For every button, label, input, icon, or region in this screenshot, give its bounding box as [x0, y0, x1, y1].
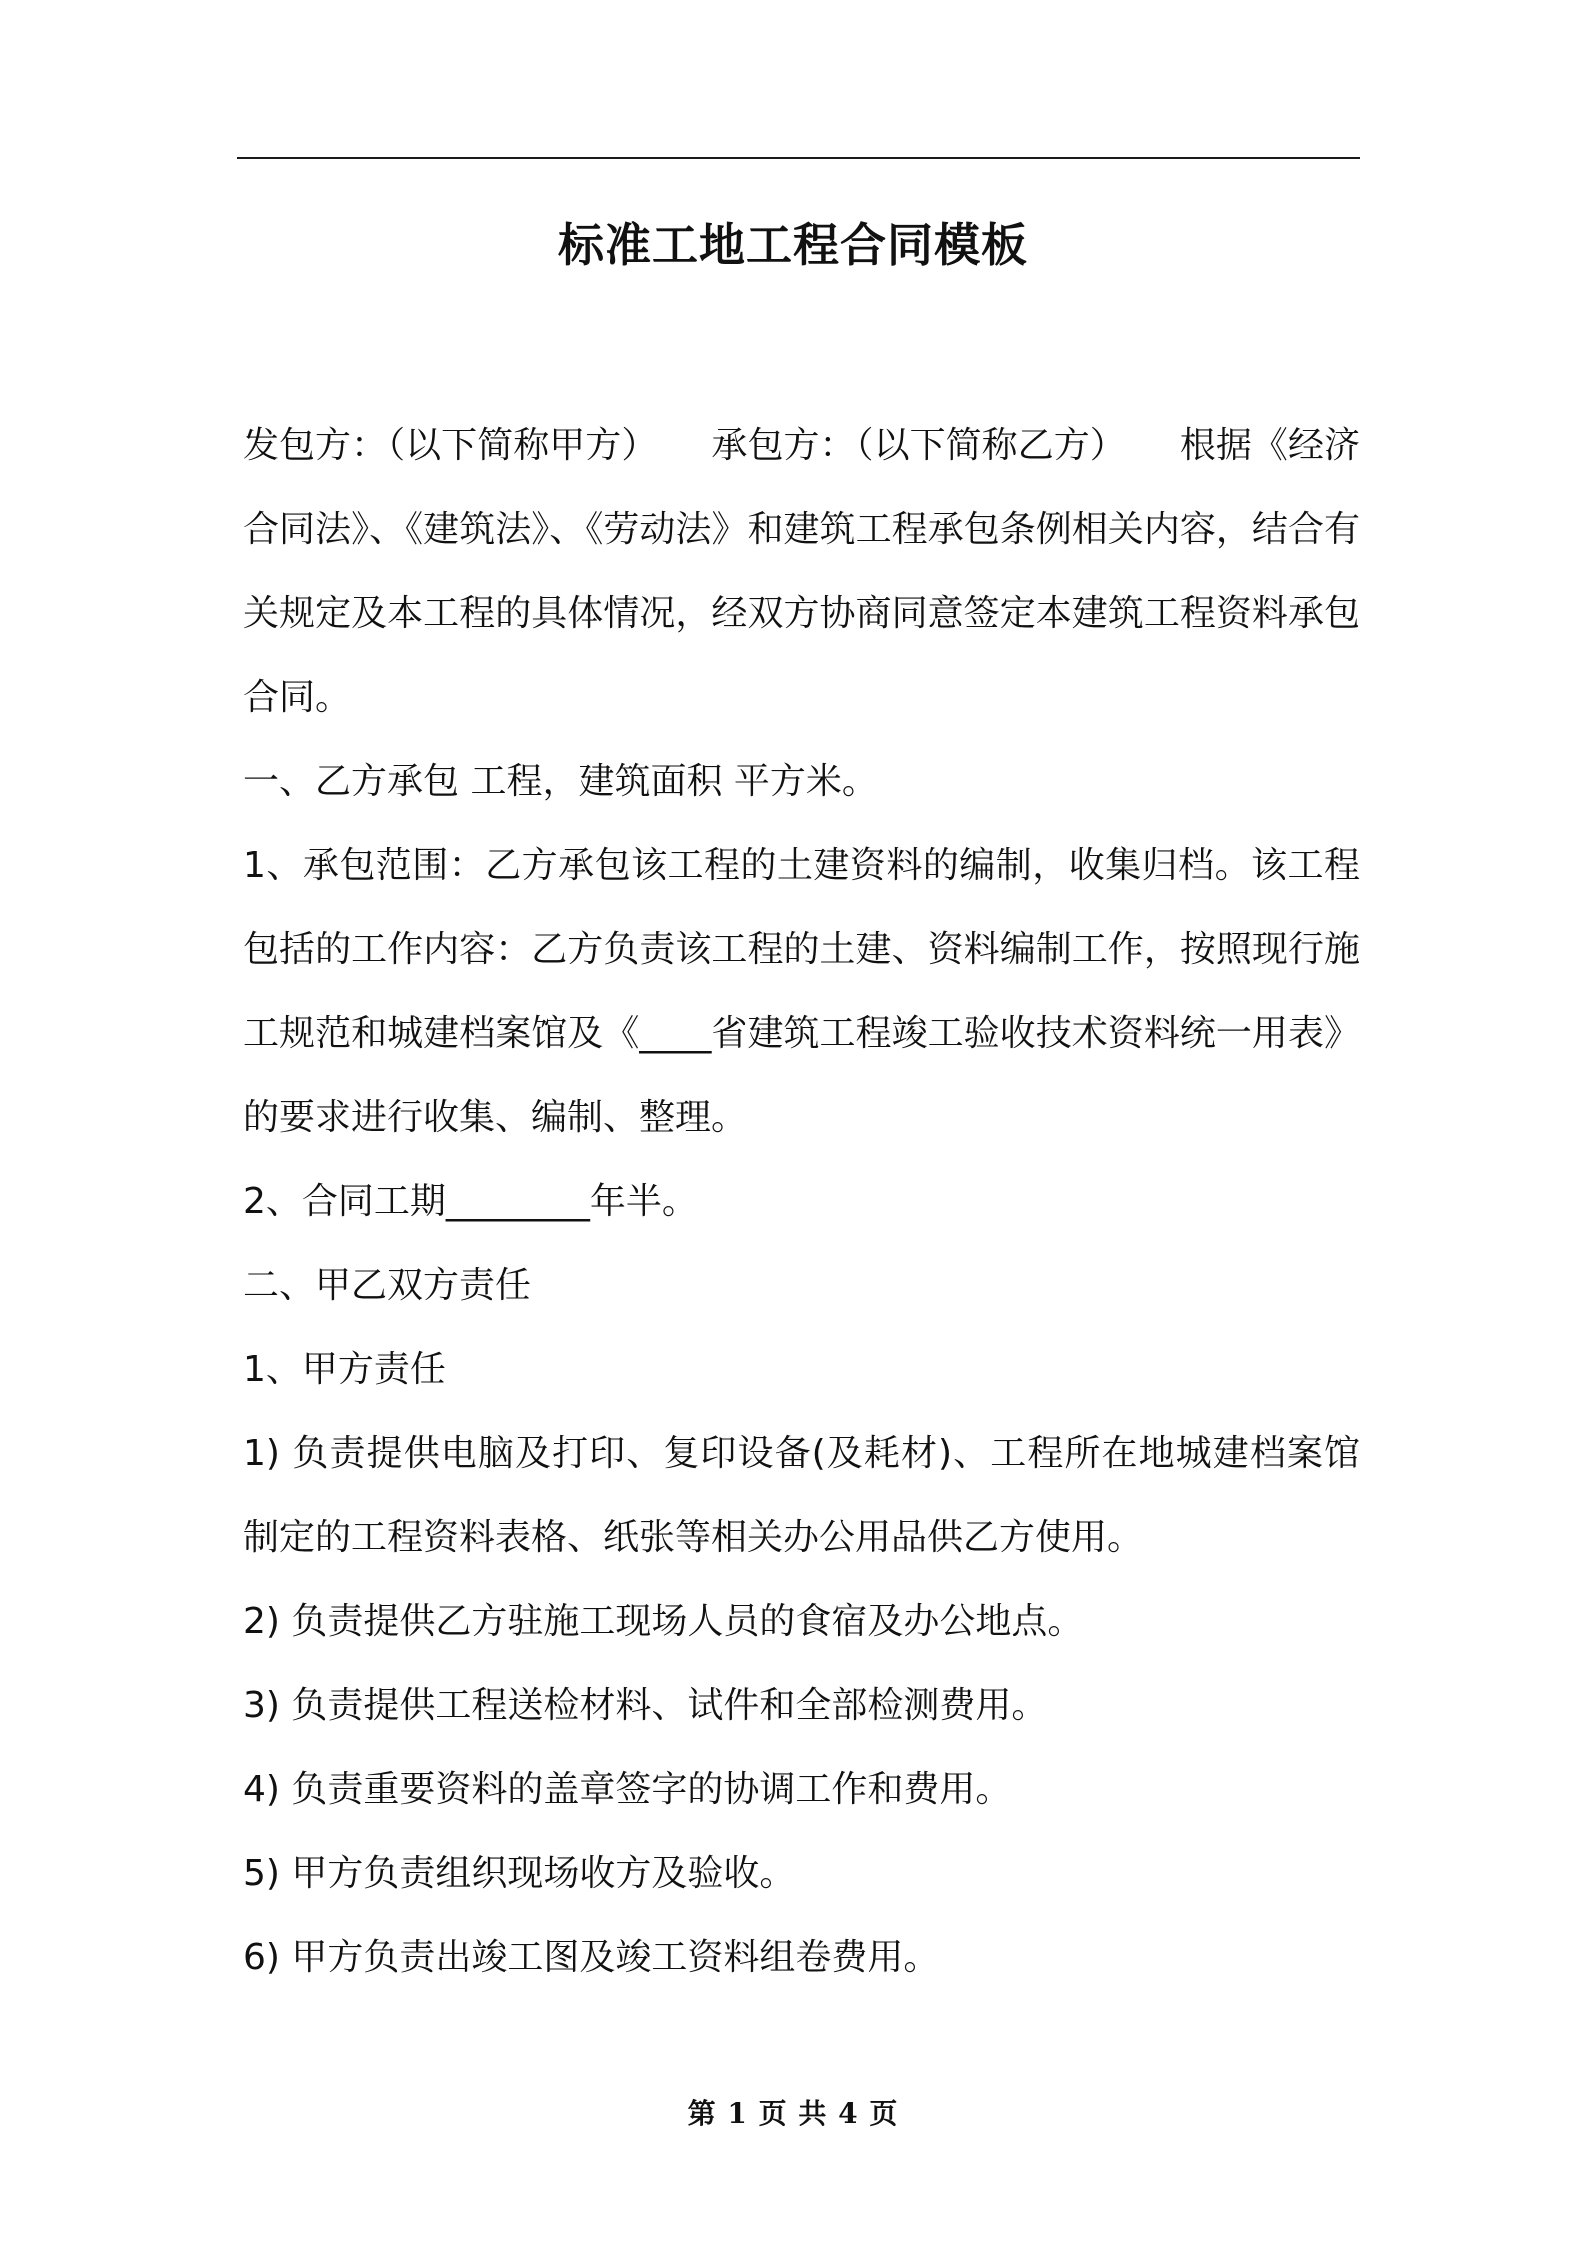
duty-item: 6) 甲方负责出竣工图及竣工资料组卷费用。 — [243, 1937, 940, 1978]
duty-item: 1) 负责提供电脑及打印、复印设备(及耗材)、工程所在地城建档案馆制定的工程资料表格、纸张等相关办公用品供乙方使用。 — [243, 1433, 1360, 1558]
party-a-heading: 1、甲方责任 — [243, 1349, 446, 1390]
page-number: 第 1 页 共 4 页 — [687, 2097, 899, 2130]
document-title: 标准工地工程合同模板 — [558, 218, 1028, 272]
duty-item: 2) 负责提供乙方驻施工现场人员的食宿及办公地点。 — [243, 1601, 1084, 1642]
duty-item: 4) 负责重要资料的盖章签字的协调工作和费用。 — [243, 1769, 1012, 1810]
section-one-heading: 一、乙方承包 工程，建筑面积 平方米。 — [243, 761, 878, 802]
duty-item: 5) 甲方负责组织现场收方及验收。 — [243, 1853, 796, 1894]
contract-period: 2、合同工期________年半。 — [243, 1181, 698, 1222]
scope-paragraph: 1、承包范围：乙方承包该工程的土建资料的编制，收集归档。该工程包括的工作内容：乙方负责该工程的土建、资料编制工作，按照现行施工规范和城建档案馆及《____省建筑工程竣工验收技术资料统一用表》的要求进行收集、编制、整理。 — [243, 845, 1360, 1138]
document-body — [243, 404, 1360, 2000]
duty-item: 3) 负责提供工程送检材料、试件和全部检测费用。 — [243, 1685, 1048, 1726]
intro-paragraph: 发包方：（以下简称甲方） 承包方：（以下简称乙方） 根据《经济合同法》、《建筑法》、《劳动法》和建筑工程承包条例相关内容，结合有关规定及本工程的具体情况，经双方协商同意签定本建筑工程资料承包合同。 — [243, 425, 1360, 718]
header-rule — [237, 157, 1360, 159]
section-two-heading: 二、甲乙双方责任 — [243, 1265, 532, 1306]
